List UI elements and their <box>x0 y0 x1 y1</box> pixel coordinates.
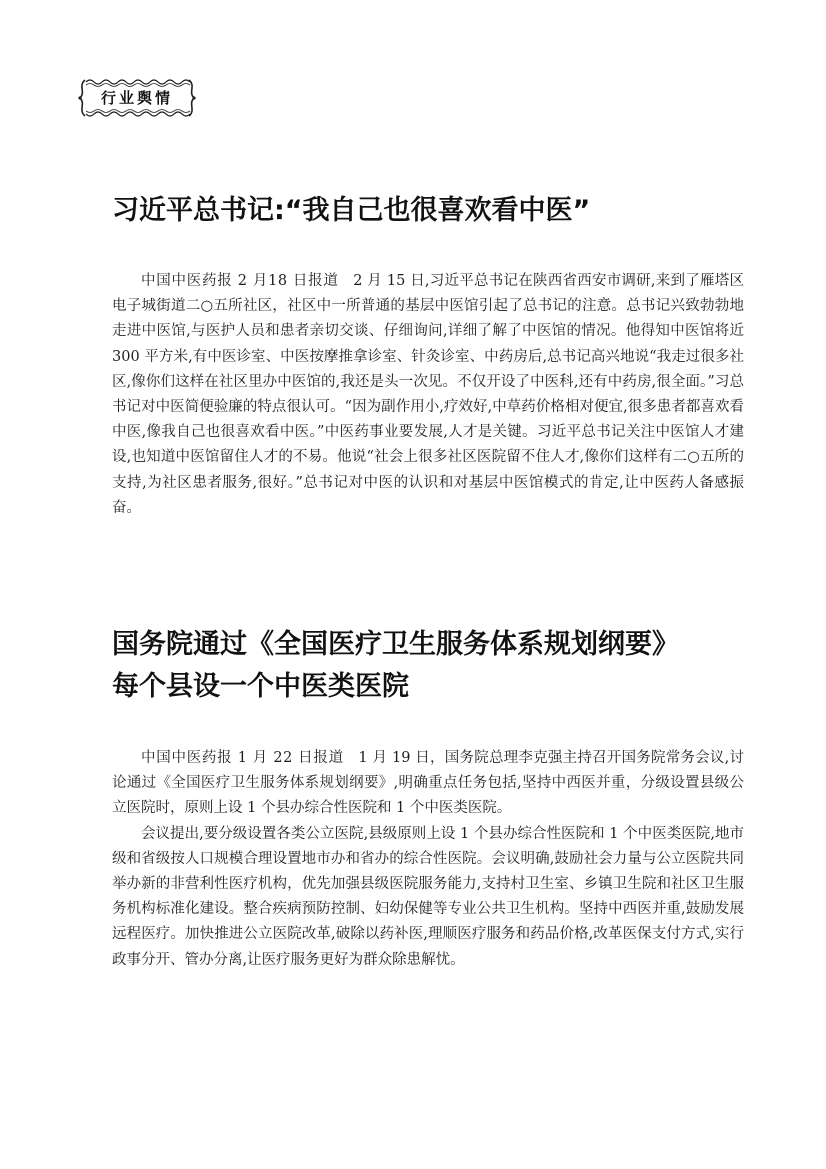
section-tag <box>76 76 198 120</box>
article-title <box>112 624 679 708</box>
paragraph-text: 1 月 19 日，国务院总理李克强主持召开国务院常务会议,讨论通过《全国医疗卫生服务体系规划纲要》,明确重点任务包括,坚持中西医并重，分级设置县级公立医院时，原则上设 1 个县办综合性医院和 1 个中医类医院。 <box>112 750 744 817</box>
title-line: 每个县设一个中医类医院 <box>112 671 409 702</box>
article-paragraph: 会议提出,要分级设置各类公立医院,县级原则上设 1 个县办综合性医院和 1 个中医类医院,地市级和省级按人口规模合理设置地市办和省办的综合性医院。会议明确,鼓励社会力量与公立医院共同举办新的非营利性医疗机构，优先加强县级医院服务能力,支持村卫生室、乡镇卫生院和社区卫生服务机构标准化建设。整合疾病预防控制、妇幼保健等专业公共卫生机构。坚持中西医并重,鼓励发展远程医疗。加快推进公立医院改革,破除以药补医,理顺医疗服务和药品价格,改革医保支付方式,实行政事分开、管办分离,让医疗服务更好为群众除患解忧。 <box>112 825 744 968</box>
article-body <box>112 746 744 973</box>
article-body <box>112 269 744 521</box>
article-paragraph <box>112 269 744 521</box>
article-title: 习近平总书记:“我自己也很喜欢看中医” <box>112 195 591 226</box>
title-line: 国务院通过《全国医疗卫生服务体系规划纲要》 <box>112 629 679 660</box>
section-tag-label: 行业舆情 <box>100 89 173 107</box>
dateline: 中国中医药报 2 月18 日报道 <box>141 273 339 289</box>
dateline: 中国中医药报 1 月 22 日报道 <box>141 750 344 766</box>
article-paragraph <box>112 746 744 822</box>
paragraph-text: 2 月 15 日,习近平总书记在陕西省西安市调研,来到了雁塔区电子城街道二○五所社区，社区中一所普通的基层中医馆引起了总书记的注意。总书记兴致勃勃地走进中医馆,与医护人员和患者亲切交谈、仔细询问,详细了解了中医馆的情况。他得知中医馆将近 300 平方米,有中医诊室、中医按摩推拿诊室、针灸诊室、中药房后,总书记高兴地说“我走过很多社区,像你们这样在社区里办中医馆的,我还是头一次见。不仅开设了中医科,还有中药房,很全面。”习总书记对中医简便验廉的特点很认可。“因为副作用小,疗效好,中草药价格相对便宜,很多患者都喜欢看中医,像我自己也很喜欢看中医。”中医药事业要发展,人才是关键。习近平总书记关注中医馆人才建设,也知道中医馆留住人才的不易。他说“社会上很多社区医院留不住人才,像你们这样有二○五所的支持,为社区患者服务,很好。”总书记对中医的认识和对基层中医馆模式的肯定,让中医药人备感振奋。 <box>112 273 744 516</box>
